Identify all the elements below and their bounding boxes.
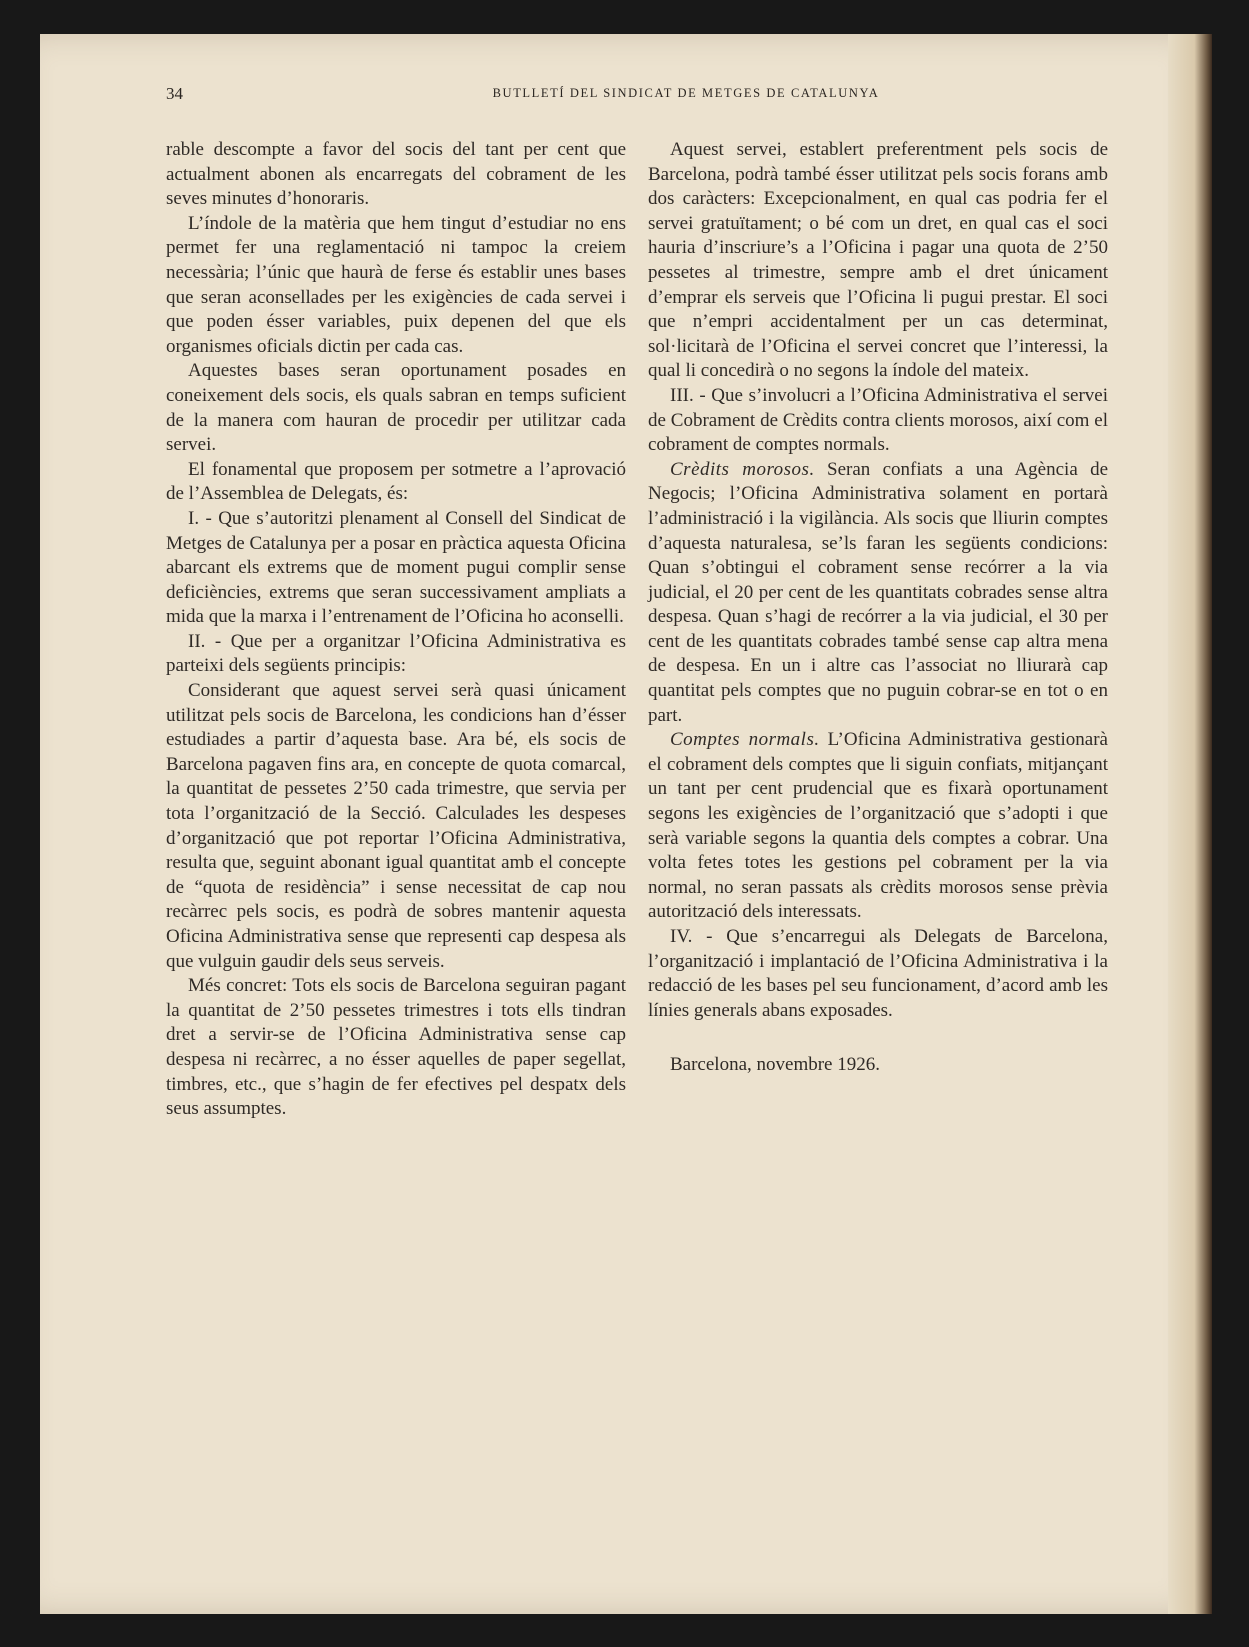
section-heading-accounts: Comptes normals. — [670, 729, 820, 751]
left-column — [166, 138, 626, 1122]
paragraph: L’índole de la matèria que hem tingut d’estudiar no ens permet fer una reglamentació ni tampoc la creiem necessària; l’únic que haurà de ferse és establir unes bases que seran aconsellades per les exigències de cada servei i que poden ésser variables, puix depenen del que els organismes oficials dictin per cada cas. — [166, 212, 626, 357]
running-head — [166, 84, 1126, 114]
paragraph: I. - Que s’autoritzi plenament al Consell del Sindicat de Metges de Catalunya per a posar en pràctica aquesta Oficina abarcant els extrems que de moment pugui complir sense deficiències, extrems que seran successivament ampliats a mida que la marxa i l’entrenament de l’Oficina ho aconselli. — [166, 507, 626, 628]
journal-title: BUTLLETÍ DEL SINDICAT DE METGES DE CATALUNYA — [492, 86, 880, 100]
paragraph-text: L’Oficina Administrativa gestionarà el cobrament dels comptes que li siguin confiats, mitjançant un tant per cent prudencial que es fixarà oportunament segons les exigències de l’organització que s’adopti i que serà variable segons la quantia dels comptes a cobrar. Una volta fetes totes les gestions pel cobrament per la via normal, no seran passats als crèdits morosos sense prèvia autorització dels interessats. — [648, 729, 1108, 923]
paragraph — [648, 458, 1108, 729]
paragraph: Aquest servei, establert preferentment pels socis de Barcelona, podrà també ésser utilitzat pels socis forans amb dos caràcters: Excepcionalment, en qual cas podria fer el servei gratuïtament; o bé com un dret, en qual cas el soci hauria d’inscriure’s a l’Oficina i pagar una quota de 2’50 pessetes al trimestre, sempre amb el dret únicament d’emprar els serveis que l’Oficina li pugui prestar. El soci que n’empri accidentalment per un cas determinat, sol·licitarà de l’Oficina el servei concret que l’interessi, la qual li concedirà o no segons la índole del mateix. — [648, 139, 1108, 382]
paragraph: rable descompte a favor del socis del tant per cent que actualment abonen als encarregats del cobrament de les seves minutes d’honoraris. — [166, 139, 626, 210]
paragraph: III. - Que s’involucri a l’Oficina Administrativa el servei de Cobrament de Crèdits contra clients morosos, així com el cobrament de comptes normals. — [648, 384, 1108, 456]
page-number: 34 — [166, 84, 183, 103]
paragraph: El fonamental que proposem per sotmetre a l’aprovació de l’Assemblea de Delegats, és: — [166, 458, 626, 505]
page-edge — [1168, 34, 1212, 1614]
paragraph: II. - Que per a organitzar l’Oficina Administrativa es parteixi dels següents principis: — [166, 630, 626, 677]
paragraph: Considerant que aquest servei serà quasi únicament utilitzat pels socis de Barcelona, les condicions han d’ésser estudiades a partir d’aquesta base. Ara bé, els socis de Barcelona pagaven fins ara, en concepte de quota comarcal, la quantitat de pessetes 2’50 cada trimestre, que servia per tota l’organització de la Secció. Calculades les despeses d’organització que pot reportar l’Oficina Administrativa, resulta que, seguint abonant igual quantitat amb el concepte de “quota de residència” i sense necessitat de cap nou recàrrec pels socis, es podrà de sobres mantenir aquesta Oficina Administrativa sense que representi cap despesa als que vulguin gaudir dels seus serveis. — [166, 680, 626, 972]
signoff: Barcelona, novembre 1926. — [670, 1054, 880, 1076]
document-page — [40, 34, 1212, 1614]
paragraph: IV. - Que s’encarregui als Delegats de Barcelona, l’organització i implantació de l’Oficina Administrativa i la redacció de les bases pel seu funcionament, d’acord amb les línies generals abans exposades. — [648, 926, 1108, 1021]
paragraph — [648, 728, 1108, 925]
paragraph: Aquestes bases seran oportunament posades en coneixement dels socis, els quals sabran en temps suficient de la manera com hauran de procedir per utilitzar cada servei. — [166, 360, 626, 456]
right-column — [648, 138, 1108, 1078]
paragraph-text: Seran confiats a una Agència de Negocis; l’Oficina Administrativa solament en portarà l’administració i la vigilància. Als socis que lliurin comptes d’aquesta naturalesa, se’ls faran les següents condicions: Quan s’obtingui el cobrament sense recórrer a la via judicial, el 20 per cent de les quantitats cobrades sense altra despesa. Quan s’hagi de recórrer a la via judicial, el 30 per cent de les quantitats cobrades també sense cap altra mena de despesa. En un i altre cas l’associat no lliurarà cap quantitat pels comptes que no puguin cobrar-se en tot o en part. — [648, 458, 1108, 726]
section-heading-credits: Crèdits morosos. — [670, 458, 815, 480]
paragraph: Més concret: Tots els socis de Barcelona seguiran pagant la quantitat de 2’50 pessetes trimestres i tots ells tindran dret a servir-se de l’Oficina Administrativa sense cap despesa ni recàrrec, a no ésser aquelles de paper segellat, timbres, etc., que s’hagin de fer efectives pel despatx dels seus assumptes. — [166, 975, 626, 1120]
